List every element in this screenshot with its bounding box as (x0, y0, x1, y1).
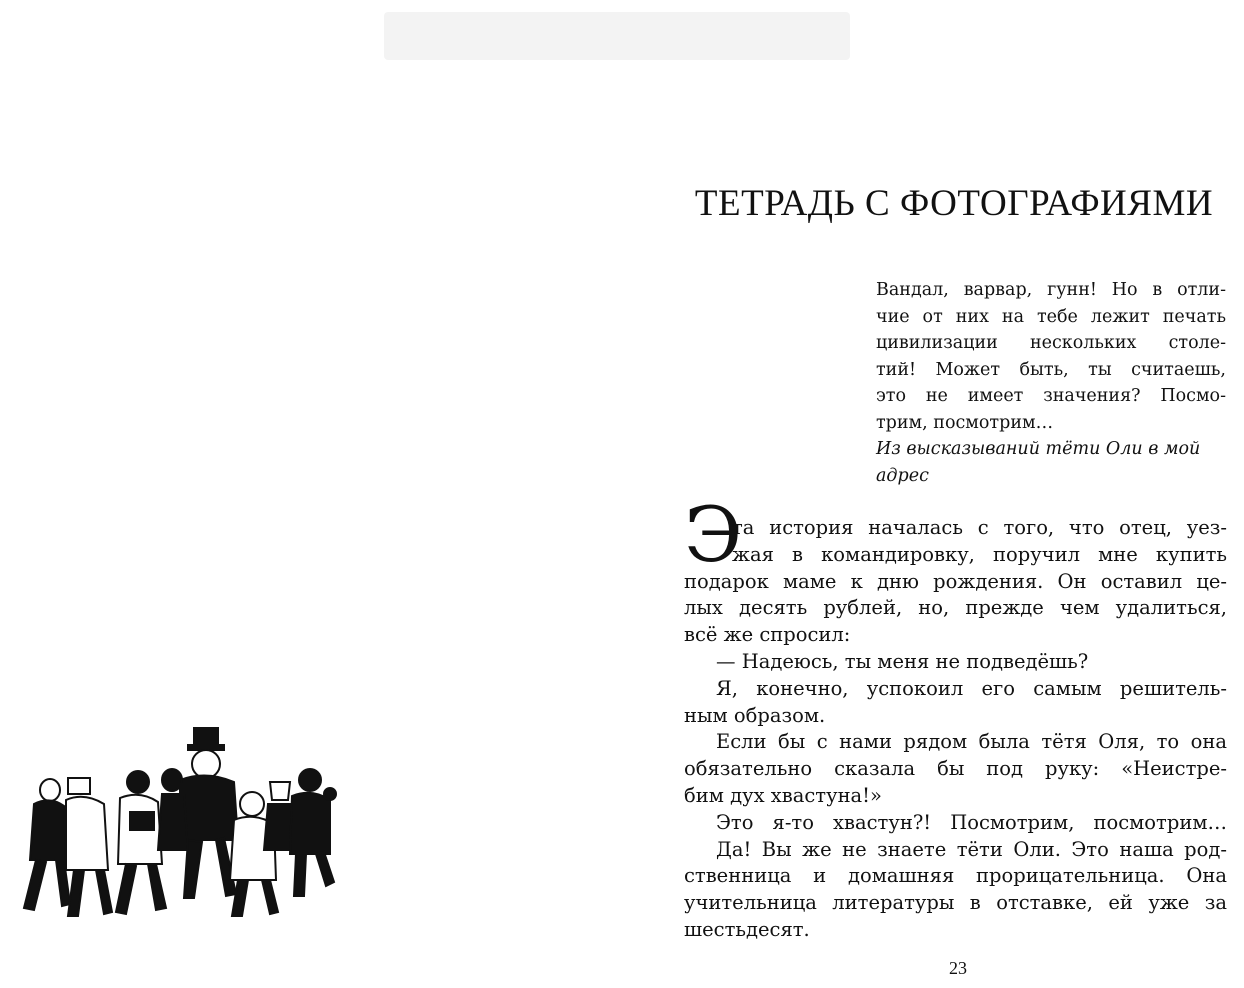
body-line: обязательно сказала бы под руку: «Неистре- (684, 757, 1227, 781)
body-line: всё же спросил: (684, 623, 851, 647)
body-line: учительница литературы в отставке, ей уже за (684, 891, 1227, 915)
body-line: бим дух хвастуна!» (684, 783, 882, 807)
body-line: Да! Вы же не знаете тёти Оли. Это наша род- (716, 837, 1227, 861)
epigraph-attribution: Из высказываний тёти Оли в мой (876, 439, 1201, 459)
body-line: та история началась с того, что отец, уез- (732, 516, 1227, 539)
epigraph-line: трим, посмотрим… (876, 412, 1054, 433)
body-line: ным образом. (684, 703, 826, 727)
epigraph-line: это не имеет значения? Посмо- (876, 386, 1226, 406)
body-text (684, 515, 1227, 944)
epigraph (876, 277, 1226, 489)
epigraph-line: цивилизации нескольких столе- (876, 333, 1226, 353)
epigraph-line: чие от них на тебе лежит печать (876, 306, 1226, 327)
body-line: шестьдесят. (684, 917, 810, 941)
body-line: лых десять рублей, но, прежде чем удалиться, (684, 596, 1227, 620)
epigraph-line: Вандал, варвар, гунн! Но в отли- (876, 280, 1226, 300)
page-number: 23 (949, 958, 967, 978)
children-running-illustration (12, 720, 342, 920)
body-line: Я, конечно, успокоил его самым решитель- (716, 676, 1227, 700)
body-line: жая в командировку, поручил мне купить (732, 542, 1227, 566)
body-line: подарок маме к дню рождения. Он оставил це- (684, 569, 1227, 593)
chapter-title: ТЕТРАДЬ С ФОТОГРАФИЯМИ (694, 183, 1214, 224)
top-toolbar-bar (384, 12, 850, 60)
epigraph-line: тий! Может быть, ты считаешь, (876, 359, 1226, 380)
body-line: Это я-то хвастун?! Посмотрим, посмотрим… (716, 810, 1227, 834)
drop-cap: Э (684, 490, 743, 579)
body-line: Если бы с нами рядом была тётя Оля, то она (716, 730, 1227, 754)
body-line: ственница и домашняя прорицательница. Она (684, 864, 1227, 888)
body-line: — Надеюсь, ты меня не подведёшь? (716, 649, 1089, 673)
epigraph-attribution: адрес (876, 465, 929, 486)
